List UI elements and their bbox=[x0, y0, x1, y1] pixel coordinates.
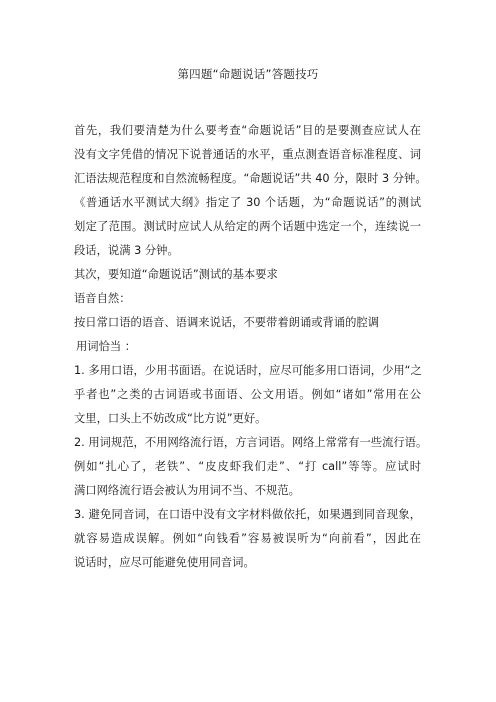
list-item-line: 就容易造成误解。例如“向钱看”容易被误听为“向前看”，因此在 bbox=[74, 532, 421, 545]
paragraph-line: 首先，我们要清楚为什么要考查“命题说话”目的是要测查应试人在 bbox=[74, 124, 421, 137]
list-item-line: 例如“扎心了，老铁”、“皮皮虾我们走”、“打 call”等等。应试时 bbox=[74, 460, 421, 473]
list-item-line: 1. 多用口语，少用书面语。在说话时，应尽可能多用口语词，少用“之 bbox=[74, 364, 422, 377]
subheading: 用词恰当 ： bbox=[76, 340, 137, 353]
list-item-line: 2. 用词规范，不用网络流行语，方言词语。网络上常常有一些流行语。 bbox=[74, 436, 428, 449]
list-item-line: 满口网络流行语会被认为用词不当、不规范。 bbox=[74, 484, 300, 497]
paragraph-line: 按日常口语的语音、语调来说话，不要带着朗诵或背诵的腔调 bbox=[74, 316, 380, 329]
paragraph-line: 没有文字凭借的情况下说普通话的水平，重点测查语音标准程度、词 bbox=[74, 148, 421, 161]
list-item-line: 文里，口头上不妨改成“比方说”更好。 bbox=[74, 412, 267, 425]
document-title: 第四题“命题说话”答题技巧 bbox=[177, 67, 319, 81]
list-item-line: 说话时，应尽可能避免使用同音词。 bbox=[74, 556, 255, 569]
paragraph-line: 划定了范围。测试时应试人从给定的两个话题中选定一个，连续说一 bbox=[74, 220, 421, 233]
list-item-line: 3. 避免同音词，在口语中没有文字材料做依托，如果遇到同音现象， bbox=[74, 508, 421, 521]
section-heading: 其次，要知道“命题说话”测试的基本要求 bbox=[74, 268, 278, 281]
paragraph-line: 《普通话水平测试大纲》指定了 30 个话题，为“命题说话”的测试 bbox=[74, 196, 421, 209]
list-item-line: 乎者也”之类的古词语或书面语、公文用语。例如“诸如”常用在公 bbox=[74, 388, 421, 401]
paragraph-line: 段话，说满 3 分钟。 bbox=[74, 244, 179, 257]
paragraph-line: 汇语法规范程度和自然流畅程度。“命题说话”共 40 分，限时 3 分钟。 bbox=[74, 172, 427, 185]
subheading: 语音自然： bbox=[74, 292, 131, 305]
